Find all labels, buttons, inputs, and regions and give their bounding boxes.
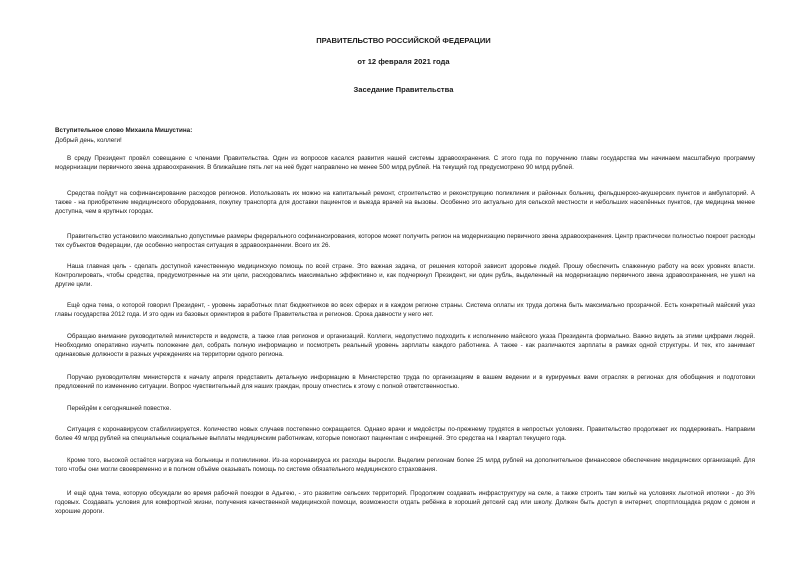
paragraph-8: Перейдём к сегодняшней повестке. bbox=[67, 405, 172, 412]
intro-speaker: Вступительное слово Михаила Мишустина: bbox=[55, 127, 193, 134]
paragraph-10: Кроме того, высокой остаётся нагрузка на больницы и поликлиники. Из-за коронавируса их расходы выросли. Выделим регионам более 25 млрд рублей на дополнительное финансовое обеспечение медицинских организаций. Для того чтобы они могли своевременно и в полном объёме оказывать помощь по системе обязательного медицинского страхования. bbox=[55, 457, 755, 474]
paragraph-5: Ещё одна тема, о которой говорил Президент, - уровень заработных плат бюджетников во всех сферах и в каждом регионе страны. Система оплаты их труда должна быть максимально прозрачной. Есть конкретный майский указ главы государства 2012 года. И это один из базовых ориентиров в работе Правительства и регионов. Срока давности у него нет. bbox=[55, 302, 755, 319]
paragraph-3: Правительство установило максимально допустимые размеры федерального софинансирования, которое может получить регион на модернизацию первичного звена здравоохранения. Центр практически полностью покроет расходы тех субъектов Федерации, где особенно непростая ситуация в здравоохранении. Всего их 26. bbox=[55, 233, 755, 250]
paragraph-6: Обращаю внимание руководителей министерств и ведомств, а также глав регионов и организаций. Коллеги, недопустимо подходить к исполнению майского указа Президента формально. Важно видеть за этими цифрами людей. Необходимо оперативно изучить положение дел, собрать полную информацию и посмотреть реальный уровень зарплаты каждого работника. А также - как различаются зарплаты в рамках одной структуры. И тех, кто занимает одинаковые должности в разных учреждениях на территории одного региона. bbox=[55, 333, 755, 359]
paragraph-11: И ещё одна тема, которую обсуждали во время рабочей поездки в Адыгею, - это развитие сельских территорий. Продолжим создавать инфраструктуру на селе, а также строить там жильё на условиях льготной ипотеки - до 3% годовых. Создавать условия для комфортной жизни, получения качественной медицинской помощи, возможности отдать ребёнка в хороший детский сад или школу. Должен быть доступ в интернет, спортплощадка рядом с домом и хорошие дороги. bbox=[55, 490, 755, 516]
document-org-title: ПРАВИТЕЛЬСТВО РОССИЙСКОЙ ФЕДЕРАЦИИ bbox=[316, 36, 491, 45]
intro-greeting: Добрый день, коллеги! bbox=[55, 137, 122, 144]
paragraph-9: Ситуация с коронавирусом стабилизируется. Количество новых случаев постепенно сокращается. Однако врачи и медсёстры по-прежнему трудятся в непростых условиях. Правительство продолжает их поддерживать. Направим более 49 млрд рублей на специальные социальные выплаты медицинским работникам, которые помогают пациентам с инфекцией. Это средства на I квартал текущего года. bbox=[55, 426, 755, 443]
paragraph-7: Поручаю руководителям министерств к началу апреля представить детальную информацию в Министерство труда по организациям в вашем ведении и в курируемых вами отраслях в регионах для обобщения и подготовки предложений по изменению ситуации. Вопрос чувствительный для наших граждан, прошу отнестись к этому с полной ответственностью. bbox=[55, 374, 755, 391]
document-date: от 12 февраля 2021 года bbox=[357, 57, 450, 66]
paragraph-2: Средства пойдут на софинансирование расходов регионов. Использовать их можно на капитальный ремонт, строительство и реконструкцию поликлиник и районных больниц, фельдшерско-акушерских пунктов и амбулаторий. А также - на приобретение медицинского оборудования, покупку транспорта для доставки пациентов и выезда врачей на вызовы. Особенно это актуально для сельской местности и небольших населённых пунктов, где медицина менее доступна, чем в крупных городах. bbox=[55, 190, 755, 216]
paragraph-4: Наша главная цель - сделать доступной качественную медицинскую помощь по всей стране. Это важная задача, от решения которой зависит здоровье людей. Прошу обеспечить слаженную работу на всех уровнях власти. Контролировать, чтобы средства, предусмотренные на эти цели, расходовались максимально эффективно и, как подчеркнул Президент, ни один рубль, выделенный на модернизацию первичного звена здравоохранения, не ушел на другие цели. bbox=[55, 263, 755, 289]
document-event-title: Заседание Правительства bbox=[353, 85, 454, 94]
paragraph-1: В среду Президент провёл совещание с членами Правительства. Один из вопросов касался развития нашей системы здравоохранения. С этого года по поручению главы государства мы начинаем масштабную программу модернизации первичного звена здравоохранения. В ближайшие пять лет на неё будет направлено не менее 500 млрд рублей. На текущий год предусмотрено 90 млрд рублей. bbox=[55, 155, 755, 172]
